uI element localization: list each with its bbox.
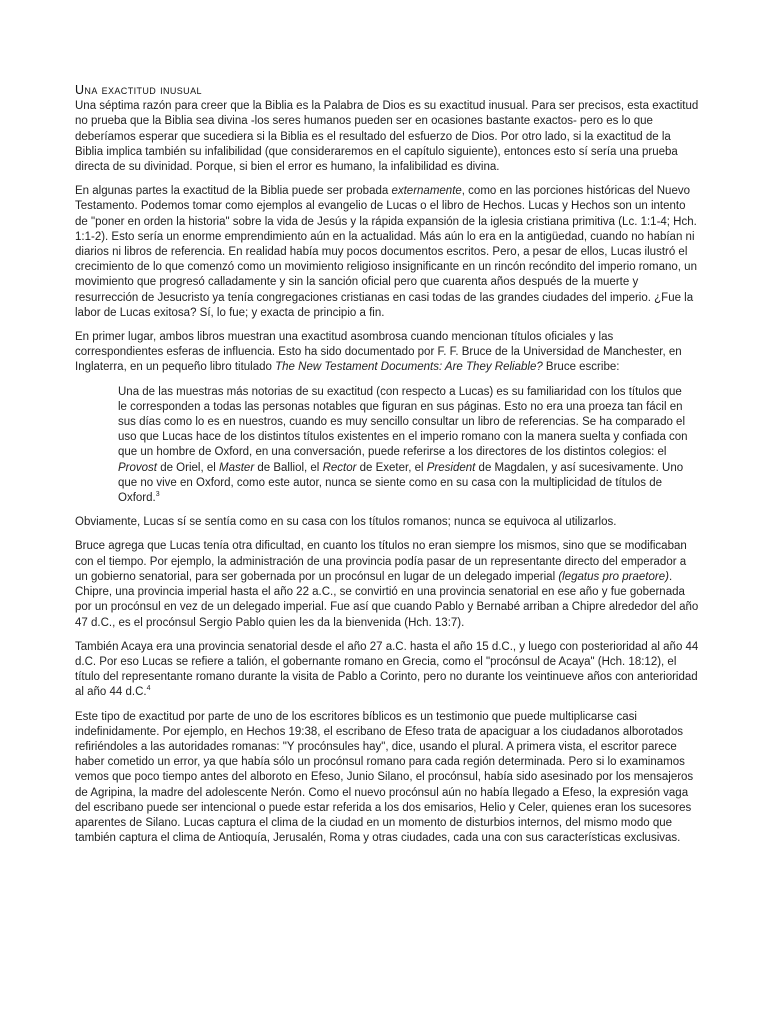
term-president: President <box>426 461 476 474</box>
paragraph-6-text: También Acaya era una provincia senatorial desde el año 27 a.C. hasta el año 15 d.C., y luego con posterioridad al año 44 d.C. Por eso Lucas se refiere a talión, el gobernante romano en Grecia, como el "procónsul de Acaya" (Hch. 18:12), el título del representante romano durante la visita de Pablo a Corinto, pero no durante los veintinueve años con anterioridad al año 44 d.C. <box>75 640 699 699</box>
section-title: Una exactitud inusual <box>75 83 202 97</box>
term-rector: Rector <box>322 461 357 474</box>
book-title: The New Testament Documents: Are They Reliable? <box>275 361 543 374</box>
quote-text-a: Una de las muestras más notorias de su exactitud (con respecto a Lucas) es su familiaridad con los títulos que le corresponden a todas las personas notables que figuran en sus páginas. Esto no era una proeza tan fácil en sus días como lo es en nuestros, cuando es muy sencillo consultar un libro de referencias. Se ha comparado el uso que Lucas hace de los distintos títulos existentes en el imperio romano con la manera suelta y confiada con que un hombre de Oxford, en una conversación, puede referirse a los directores de los distintos colegios: el <box>118 385 688 459</box>
quote-text-d: de Exeter, el <box>356 461 427 474</box>
term-provost: Provost <box>118 461 157 474</box>
paragraph-6 <box>75 640 699 701</box>
paragraph-2 <box>75 184 699 321</box>
block-quote <box>118 385 688 507</box>
quote-text-b: de Oriel, el <box>157 461 219 474</box>
document-body <box>75 83 699 855</box>
paragraph-1: Una séptima razón para creer que la Biblia es la Palabra de Dios es su exactitud inusual. Para ser precisos, esta exactitud no prueba que la Biblia sea divina -los seres humanos pueden ser en ocasiones bastante exactos- pero es lo que deberíamos esperar que sucediera si la Biblia es el resultado del esfuerzo de Dios. Por otro lado, si la exactitud de la Biblia implica también su infalibilidad (que consideraremos en el capítulo siguiente), entonces esto sí sería una prueba directa de su divinidad. Porque, si bien el error es humano, la infalibilidad es divina. <box>75 100 699 174</box>
footnote-marker-4: 4 <box>146 685 151 693</box>
paragraph-5-text-a: Bruce agrega que Lucas tenía otra dificultad, en cuanto los títulos no eran siempre los mismos, sino que se modificaban con el tiempo. Por ejemplo, la administración de una provincia podía pasar de un representante directo del emperador a un gobierno senatorial, para ser gobernada por un procónsul en lugar de un delegado imperial <box>75 540 687 583</box>
paragraph-4: Obviamente, Lucas sí se sentía como en su casa con los títulos romanos; nunca se equivoca al utilizarlos. <box>75 516 617 529</box>
emphasis-externamente: externamente <box>391 185 462 198</box>
emphasis-legatus: (legatus pro praetore) <box>558 570 669 583</box>
quote-text-e: de Magdalen, y así sucesivamente. Uno que no vive en Oxford, como este autor, nunca se siente como en su casa con la multiplicidad de títulos de Oxford. <box>118 461 684 505</box>
quote-text-c: de Balliol, el <box>254 461 323 474</box>
paragraph-3 <box>75 330 699 376</box>
paragraph-3-text-a: En primer lugar, ambos libros muestran una exactitud asombrosa cuando mencionan títulos oficiales y las correspondientes esferas de influencia. Esto ha sido documentado por F. F. Bruce de la Universidad de Manchester, en Inglaterra, en un pequeño libro titulado <box>75 331 682 374</box>
paragraph-3-text-b: Bruce escribe: <box>542 361 620 374</box>
paragraph-7: Este tipo de exactitud por parte de uno de los escritores bíblicos es un testimonio que puede multiplicarse casi indefinidamente. Por ejemplo, en Hechos 19:38, el escribano de Efeso trata de apaciguar a los ciudadanos alborotados refiriéndoles a las autoridades romanas: "Y procónsules hay", dice, usando el plural. A primera vista, el escritor parece haber cometido un error, ya que había sólo un procónsul romano para cada región determinada. Pero si lo examinamos vemos que poco tiempo antes del alboroto en Efeso, Junio Silano, el procónsul, había sido asesinado por los mensajeros de Agripina, la madre del adolescente Nerón. Como el nuevo procónsul aún no había llegado a Efeso, la expresión vaga del escribano puede ser intencional o puede estar referida a los dos emisarios, Helio y Celer, quienes eran los sucesores aparentes de Silano. Lucas captura el clima de la ciudad en un momento de disturbios internos, del mismo modo que también captura el clima de Antioquía, Jerusalén, Roma y otras ciudades, cada una con sus características exclusivas. <box>75 710 694 845</box>
paragraph-5-text-b: . Chipre, una provincia imperial hasta el año 22 a.C., se convirtió en una provincia senatorial en ese año y fue gobernada por un procónsul en vez de un delegado imperial. Fue así que cuando Pablo y Bernabé arriban a Chipre alrededor del año 47 d.C., es el procónsul Sergio Pablo quien les da la bienvenida (Hch. 13:7). <box>75 570 699 629</box>
footnote-marker-3: 3 <box>155 491 160 499</box>
paragraph-5 <box>75 539 699 630</box>
paragraph-2-text-a: En algunas partes la exactitud de la Biblia puede ser probada <box>75 185 392 198</box>
term-master: Master <box>219 461 255 474</box>
paragraph-2-text-b: , como en las porciones históricas del Nuevo Testamento. Podemos tomar como ejemplos al evangelio de Lucas o el libro de Hechos. Lucas y Hechos son un intento de "poner en orden la historia" sobre la vida de Jesús y la rápida expansión de la iglesia cristiana primitiva (Lc. 1:1-4; Hch. 1:1-2). Esto sería un enorme emprendimiento aún en la actualidad. Más aún lo era en la antigüedad, cuando no habían ni diarios ni libros de referencia. En realidad había muy pocos documentos escritos. Pero, a pesar de ellos, Lucas ilustró el crecimiento de lo que comenzó como un movimiento religioso insignificante en un rincón recóndito del imperio romano, un movimiento que progresó calladamente y sin la sanción oficial pero que cuarenta años después de la muerte y resurrección de Jesucristo ya tenía congregaciones cristianas en casi todas de las grandes ciudades del imperio. ¿Fue la labor de Lucas exitosa? Sí, lo fue; y exacta de principio a fin. <box>75 185 697 319</box>
